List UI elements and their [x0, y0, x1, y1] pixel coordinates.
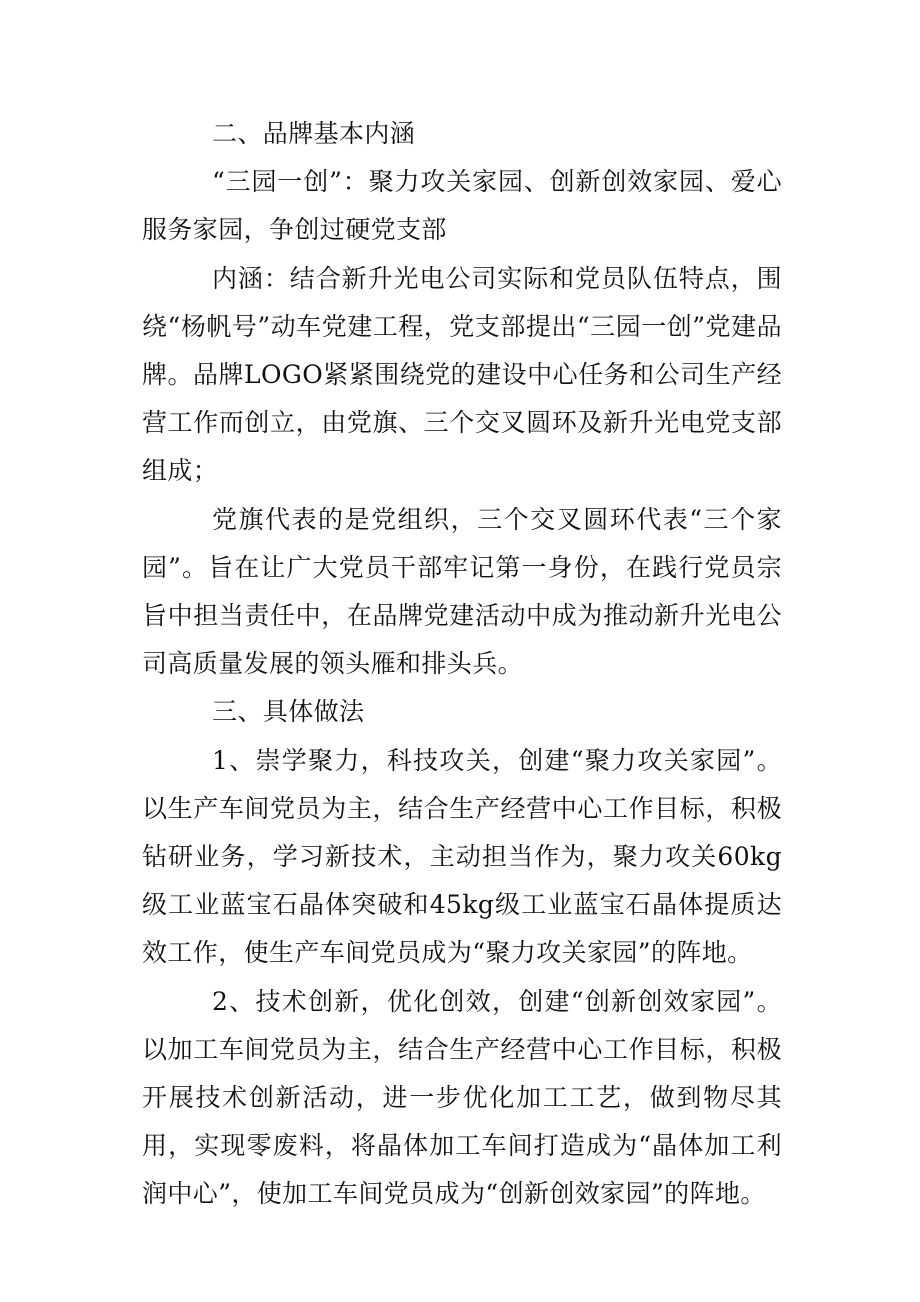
brand-meaning-paragraph: 内涵：结合新升光电公司实际和党员队伍特点，围绕“杨帆号”动车党建工程，党支部提出“三园一创”党建品牌。品牌LOGO紧紧围绕党的建设中心任务和公司生产经营工作而创立，由党旗、三个交叉圆环及新升光电党支部组成；: [142, 263, 782, 486]
practice-item-1-paragraph: 1、崇学聚力，科技攻关，创建“聚力攻关家园”。以生产车间党员为主，结合生产经营中心工作目标，积极钻研业务，学习新技术，主动担当作为，聚力攻关60kg级工业蓝宝石晶体突破和45kg级工业蓝宝石晶体提质达效工作，使生产车间党员成为“聚力攻关家园”的阵地。: [142, 745, 782, 968]
section-heading-brand-meaning: 二、品牌基本内涵: [212, 119, 416, 148]
practice-item-2-paragraph: 2、技术创新，优化创效，创建“创新创效家园”。以加工车间党员为主，结合生产经营中心工作目标，积极开展技术创新活动，进一步优化加工工艺，做到物尽其用，实现零废料，将晶体加工车间打造成为“晶体加工利润中心”，使加工车间党员成为“创新创效家园”的阵地。: [142, 986, 782, 1209]
brand-slogan-paragraph: “三园一创”：聚力攻关家园、创新创效家园、爱心服务家园，争创过硬党支部: [142, 167, 782, 245]
party-flag-meaning-paragraph: 党旗代表的是党组织，三个交叉圆环代表“三个家园”。旨在让广大党员干部牢记第一身份，在践行党员宗旨中担当责任中，在品牌党建活动中成为推动新升光电公司高质量发展的领头雁和排头兵。: [142, 504, 782, 679]
section-heading-practices: 三、具体做法: [212, 697, 365, 727]
document-body: [142, 110, 782, 1219]
